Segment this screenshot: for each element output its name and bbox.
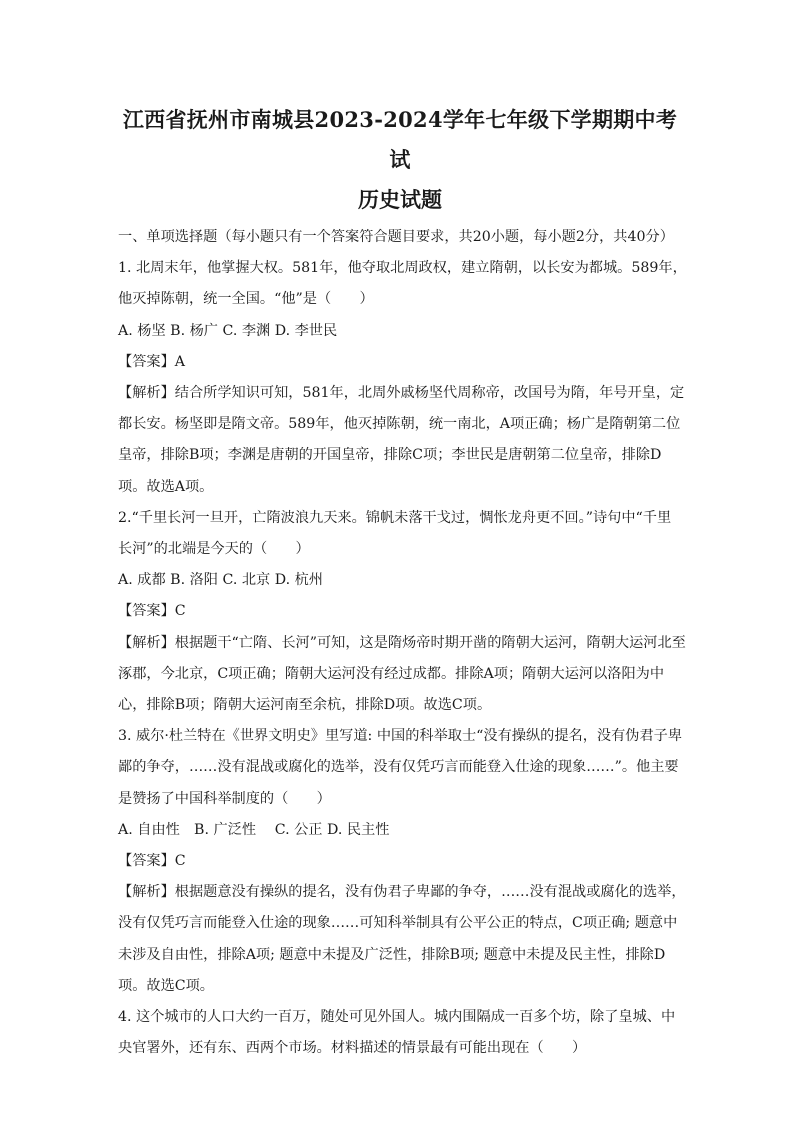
document-title: 江西省抚州市南城县2023-2024学年七年级下学期期中考试 — [122, 107, 678, 172]
analysis-line: 心，排除B项；隋朝大运河南至余杭，排除D项。故选C项。 — [118, 697, 492, 714]
question-options: A. 杨坚 B. 杨广 C. 李渊 D. 李世民 — [118, 322, 338, 339]
section-heading: 一、单项选择题（每小题只有一个答案符合题目要求，共20小题，每小题2分，共40分） — [118, 229, 674, 245]
question-stem-line: 央官署外，还有东、西两个市场。材料描述的情景最有可能出现在（ ） — [118, 1040, 587, 1057]
answer-line: 【答案】A — [118, 353, 185, 370]
analysis-line: 【解析】根据题意没有操纵的提名，没有伪君子卑鄙的争夺，……没有混战或腐化的选举， — [118, 884, 686, 901]
question-2 — [118, 503, 686, 721]
analysis-line: 项。故选C项。 — [118, 977, 214, 994]
question-3 — [118, 721, 686, 1002]
analysis-line: 未涉及自由性，排除A项; 题意中未提及广泛性，排除B项; 题意中未提及民主性，排除D — [118, 946, 666, 963]
question-stem-line: 3. 威尔·杜兰特在《世界文明史》里写道: 中国的科举取士“没有操纵的提名，没有伪君子卑 — [118, 728, 683, 745]
document-subtitle: 历史试题 — [358, 187, 442, 212]
question-options: A. 成都 B. 洛阳 C. 北京 D. 杭州 — [118, 572, 323, 589]
question-4 — [118, 1002, 682, 1064]
analysis-line: 没有仅凭巧言而能登入仕途的现象……可知科举制具有公平公正的特点，C项正确; 题意中 — [118, 915, 678, 932]
answer-line: 【答案】C — [118, 603, 186, 620]
question-stem-line: 鄙的争夺，……没有混战或腐化的选举，没有仅凭巧言而能登入仕途的现象……”。他主要 — [118, 759, 679, 776]
question-1 — [118, 253, 687, 503]
question-options: A. 自由性 B. 广泛性 C. 公正 D. 民主性 — [118, 821, 390, 838]
question-stem-line: 2.“千里长河一旦开，亡隋波浪九天来。锦帆未落干戈过，惆怅龙舟更不回。”诗句中“千里 — [118, 509, 672, 526]
question-stem-line: 他灭掉陈朝，统一全国。“他”是（ ） — [118, 291, 374, 308]
question-stem-line: 4. 这个城市的人口大约一百万，随处可见外国人。城内围隔成一百多个坊，除了皇城、中 — [118, 1009, 676, 1026]
analysis-line: 【解析】根据题干“亡隋、长河”可知，这是隋炀帝时期开凿的隋朝大运河，隋朝大运河北至 — [118, 634, 686, 651]
analysis-line: 【解析】结合所学知识可知，581年，北周外戚杨坚代周称帝，改国号为隋，年号开皇，定 — [118, 385, 685, 402]
analysis-line: 涿郡，今北京，C项正确；隋朝大运河没有经过成都。排除A项；隋朝大运河以洛阳为中 — [118, 665, 665, 682]
answer-line: 【答案】C — [118, 853, 186, 870]
analysis-line: 皇帝，排除B项；李渊是唐朝的开国皇帝，排除C项；李世民是唐朝第二位皇帝，排除D — [118, 447, 662, 464]
question-stem-line: 是赞扬了中国科举制度的（ ） — [118, 790, 331, 807]
question-stem-line: 1. 北周末年，他掌握大权。581年，他夺取北周政权，建立隋朝，以长安为都城。589年， — [118, 260, 687, 277]
question-stem-line: 长河”的北端是今天的（ ） — [118, 541, 310, 558]
analysis-line: 都长安。杨坚即是隋文帝。589年，他灭掉陈朝，统一南北，A项正确；杨广是隋朝第二位 — [118, 416, 681, 433]
analysis-line: 项。故选A项。 — [118, 478, 214, 495]
